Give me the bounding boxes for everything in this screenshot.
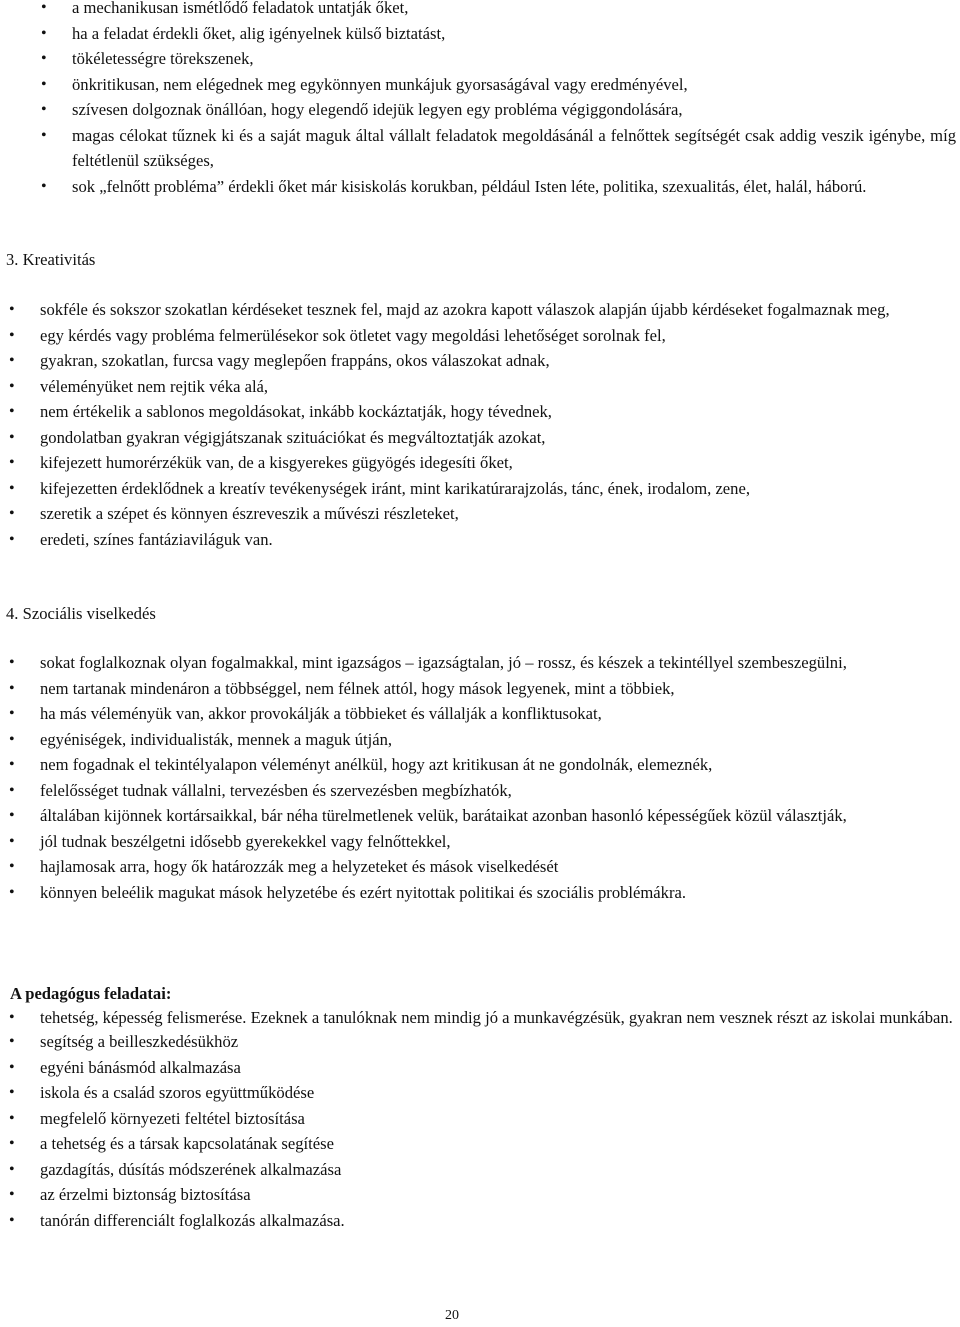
list-item-text: nem értékelik a sablonos megoldásokat, inkább kockáztatják, hogy tévednek, bbox=[40, 402, 552, 421]
list-item-text: segítség a beilleszkedésükhöz bbox=[40, 1032, 239, 1051]
bullet-icon: • bbox=[9, 530, 15, 548]
list-item-text: sok „felnőtt probléma” érdekli őket már kisiskolás korukban, például Isten léte, politika, szexualitás, élet, halál, háború. bbox=[72, 176, 867, 196]
bullet-list-social bbox=[0, 650, 960, 905]
bullet-icon: • bbox=[9, 883, 15, 901]
list-item-text: kifejezett humorérzékük van, de a kisgyerekes gügyögés idegesíti őket, bbox=[40, 453, 513, 472]
bullet-icon: • bbox=[41, 101, 47, 118]
list-item-text: szeretik a szépet és könnyen észreveszik a művészi részleteket, bbox=[40, 504, 459, 523]
bullet-icon: • bbox=[9, 479, 15, 497]
list-item bbox=[0, 1006, 960, 1029]
bullet-list-pedagogue-tasks bbox=[0, 1006, 960, 1233]
list-item-text: tanórán differenciált foglalkozás alkalmazása. bbox=[40, 1210, 345, 1230]
bullet-icon: • bbox=[9, 352, 15, 369]
list-item bbox=[0, 527, 960, 553]
list-item bbox=[0, 46, 960, 72]
section-creativity bbox=[0, 297, 960, 552]
section-pedagogue-tasks bbox=[0, 1006, 960, 1233]
list-item bbox=[0, 778, 960, 804]
bullet-icon: • bbox=[9, 1109, 15, 1127]
list-item-text: a mechanikusan ismétlődő feladatok untatják őket, bbox=[72, 0, 409, 17]
list-item-text: szívesen dolgoznak önállóan, hogy elegendő idejük legyen egy probléma végiggondolására, bbox=[72, 100, 683, 119]
list-item bbox=[0, 374, 960, 400]
list-item bbox=[0, 1029, 960, 1055]
list-item-text: egyéniségek, individualisták, mennek a maguk útján, bbox=[40, 729, 393, 749]
list-item-text: gyakran, szokatlan, furcsa vagy meglepően frappáns, okos válaszokat adnak, bbox=[40, 351, 550, 370]
bullet-icon: • bbox=[9, 1211, 15, 1229]
list-item bbox=[0, 701, 960, 727]
list-item-text: sokat foglalkoznak olyan fogalmakkal, mint igazságos – igazságtalan, jó – rossz, és készek a tekintéllyel szembeszegülni, bbox=[40, 653, 847, 672]
bullet-icon: • bbox=[9, 1058, 15, 1076]
list-item bbox=[0, 854, 960, 880]
list-item bbox=[0, 476, 960, 502]
bullet-list-characteristics bbox=[0, 0, 960, 199]
bullet-icon: • bbox=[9, 705, 15, 722]
list-item bbox=[0, 348, 960, 374]
list-item bbox=[0, 323, 960, 349]
list-item bbox=[0, 803, 960, 829]
list-item-text: tehetség, képesség felismerése. Ezeknek a tanulóknak nem mindig jó a munkavégzésük, gyakran nem vesznek részt az iskolai munkában. bbox=[40, 1008, 953, 1027]
list-item bbox=[0, 727, 960, 753]
bullet-icon: • bbox=[9, 505, 15, 522]
section-heading-social: 4. Szociális viselkedés bbox=[6, 604, 156, 623]
list-item-text: gazdagítás, dúsítás módszerének alkalmazása bbox=[40, 1159, 342, 1179]
list-item bbox=[0, 1208, 960, 1234]
list-item-text: véleményüket nem rejtik véka alá, bbox=[40, 376, 269, 396]
list-item bbox=[0, 501, 960, 527]
list-item bbox=[0, 450, 960, 476]
list-item-text: nem tartanak mindenáron a többséggel, nem félnek attól, hogy mások legyenek, mint a többiek, bbox=[40, 678, 675, 698]
list-item-text: gondolatban gyakran végigjátszanak szituációkat és megváltoztatják azokat, bbox=[40, 427, 546, 447]
list-item-text: kifejezetten érdeklődnek a kreatív tevékenységek iránt, mint karikatúrarajzolás, tánc, ének, irodalom, zene, bbox=[40, 478, 750, 498]
list-item-text: általában kijönnek kortársaikkal, bár néha türelmetlenek velük, barátaikat azonban hasonló képességűek közül választják, bbox=[40, 806, 847, 825]
bullet-icon: • bbox=[9, 832, 15, 850]
bullet-icon: • bbox=[9, 1160, 15, 1178]
bullet-icon: • bbox=[9, 679, 15, 697]
list-item-text: ha a feladat érdekli őket, alig igényelnek külső biztatást, bbox=[72, 23, 446, 43]
bullet-icon: • bbox=[9, 730, 15, 748]
bullet-icon: • bbox=[41, 75, 47, 93]
list-item bbox=[0, 829, 960, 855]
list-item-text: eredeti, színes fantáziaviláguk van. bbox=[40, 529, 273, 549]
bullet-icon: • bbox=[9, 1009, 15, 1026]
list-item bbox=[0, 1055, 960, 1081]
list-item-text: könnyen beleélik magukat mások helyzetébe és ezért nyitottak politikai és szociális problémákra. bbox=[40, 882, 687, 902]
bullet-icon: • bbox=[41, 24, 47, 42]
bullet-icon: • bbox=[9, 1135, 15, 1152]
list-item bbox=[0, 1182, 960, 1208]
list-item-text: magas célokat tűznek ki és a saját maguk által vállalt feladatok megoldásánál a felnőttek segítségét csak addig veszik igénybe, míg feltétlenül szükséges, bbox=[72, 125, 956, 170]
section-heading-creativity: 3. Kreativitás bbox=[6, 250, 96, 269]
bullet-icon: • bbox=[41, 0, 47, 16]
list-item-text: egyéni bánásmód alkalmazása bbox=[40, 1057, 241, 1077]
bullet-icon: • bbox=[9, 654, 15, 671]
bullet-icon: • bbox=[41, 126, 47, 144]
bullet-icon: • bbox=[9, 1084, 15, 1101]
bullet-icon: • bbox=[9, 428, 15, 446]
bullet-list-creativity bbox=[0, 297, 960, 552]
bullet-icon: • bbox=[9, 326, 15, 344]
list-item-text: felelősséget tudnak vállalni, tervezésben és szervezésben megbízhatók, bbox=[40, 780, 512, 800]
bullet-icon: • bbox=[9, 756, 15, 773]
page-number: 20 bbox=[445, 1308, 459, 1323]
bullet-icon: • bbox=[41, 50, 47, 67]
list-item-text: egy kérdés vagy probléma felmerülésekor sok ötletet vagy megoldási lehetőséget sorolnak fel, bbox=[40, 325, 666, 345]
bullet-icon: • bbox=[9, 807, 15, 824]
list-item-text: megfelelő környezeti feltétel biztosítása bbox=[40, 1108, 305, 1128]
bullet-icon: • bbox=[9, 858, 15, 875]
list-item-text: jól tudnak beszélgetni idősebb gyerekekkel vagy felnőttekkel, bbox=[40, 831, 451, 851]
list-item bbox=[0, 174, 960, 200]
list-item-text: hajlamosak arra, hogy ők határozzák meg a helyzeteket és mások viselkedését bbox=[40, 857, 559, 876]
list-item bbox=[0, 297, 960, 323]
bullet-icon: • bbox=[9, 1033, 15, 1050]
bullet-icon: • bbox=[9, 403, 15, 420]
list-item bbox=[0, 97, 960, 123]
bullet-icon: • bbox=[9, 301, 15, 318]
list-item bbox=[0, 752, 960, 778]
section-heading-pedagogue-tasks: A pedagógus feladatai: bbox=[10, 984, 172, 1003]
list-item bbox=[0, 880, 960, 906]
list-item bbox=[0, 399, 960, 425]
list-item bbox=[0, 650, 960, 676]
list-item-text: sokféle és sokszor szokatlan kérdéseket tesznek fel, majd az azokra kapott válaszok alapján újabb kérdéseket fogalmaznak meg, bbox=[40, 300, 890, 319]
list-item bbox=[0, 1080, 960, 1106]
bullet-icon: • bbox=[9, 781, 15, 799]
list-item bbox=[0, 21, 960, 47]
list-item-text: az érzelmi biztonság biztosítása bbox=[40, 1185, 251, 1204]
list-item bbox=[0, 123, 960, 174]
list-item bbox=[0, 0, 960, 21]
list-item-text: iskola és a család szoros együttműködése bbox=[40, 1083, 315, 1102]
list-item-text: a tehetség és a társak kapcsolatának segítése bbox=[40, 1134, 334, 1153]
bullet-icon: • bbox=[9, 1186, 15, 1203]
list-item-text: nem fogadnak el tekintélyalapon véleményt anélkül, hogy azt kritikusan át ne gondolnák, elemeznék, bbox=[40, 755, 713, 774]
list-item bbox=[0, 72, 960, 98]
list-item bbox=[0, 676, 960, 702]
list-item bbox=[0, 1106, 960, 1132]
list-item-text: önkritikusan, nem elégednek meg egykönnyen munkájuk gyorsaságával vagy eredményével, bbox=[72, 74, 688, 94]
list-item bbox=[0, 425, 960, 451]
list-item bbox=[0, 1157, 960, 1183]
list-item bbox=[0, 1131, 960, 1157]
bullet-icon: • bbox=[41, 177, 47, 195]
list-item-text: tökéletességre törekszenek, bbox=[72, 49, 254, 68]
section-social bbox=[0, 650, 960, 905]
bullet-icon: • bbox=[9, 377, 15, 395]
list-item-text: ha más véleményük van, akkor provokálják a többieket és vállalják a konfliktusokat, bbox=[40, 704, 602, 723]
bullet-icon: • bbox=[9, 454, 15, 471]
